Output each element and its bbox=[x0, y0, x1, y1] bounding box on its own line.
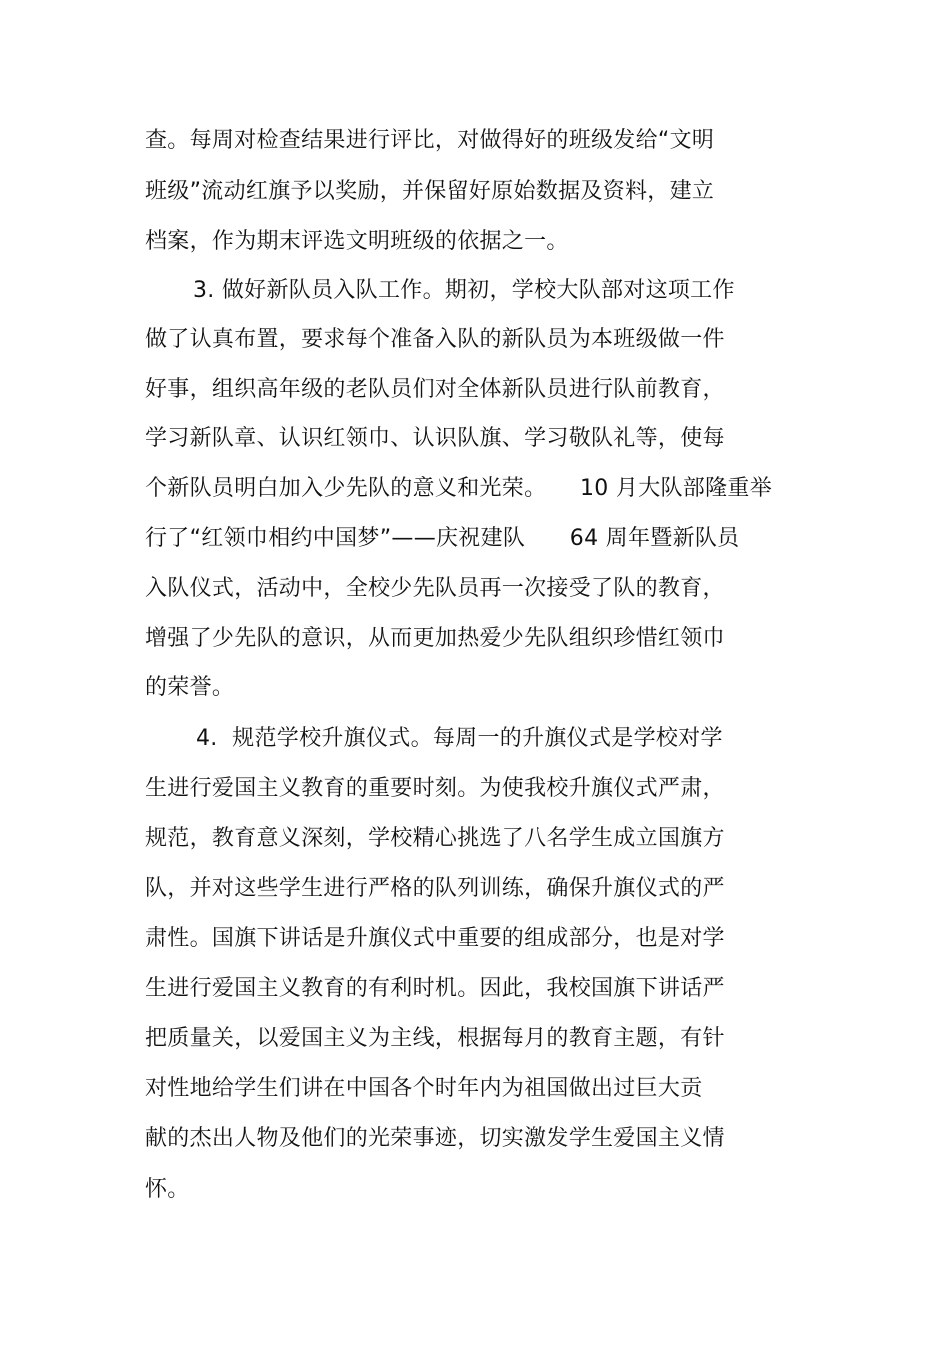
text-line: 生进行爱国主义教育的有利时机。因此，我校国旗下讲话严 bbox=[145, 976, 725, 1001]
paragraph-start-line: 3. 做好新队员入队工作。期初，学校大队部对这项工作 bbox=[193, 278, 735, 303]
text-line: 入队仪式，活动中，全校少先队员再一次接受了队的教育， bbox=[145, 576, 725, 601]
text-line: 献的杰出人物及他们的光荣事迹，切实激发学生爱国主义情 bbox=[145, 1126, 725, 1151]
paragraph-start-line: 4. 规范学校升旗仪式。每周一的升旗仪式是学校对学 bbox=[196, 726, 723, 751]
text-line: 行了“红领巾相约中国梦”——庆祝建队 64 周年暨新队员 bbox=[145, 526, 740, 551]
text-line: 增强了少先队的意识，从而更加热爱少先队组织珍惜红领巾 bbox=[145, 626, 725, 651]
text-line: 规范，教育意义深刻，学校精心挑选了八名学生成立国旗方 bbox=[145, 826, 725, 851]
text-line: 肃性。国旗下讲话是升旗仪式中重要的组成部分，也是对学 bbox=[145, 926, 725, 951]
text-line: 的荣誉。 bbox=[145, 675, 235, 700]
text-line: 做了认真布置，要求每个准备入队的新队员为本班级做一件 bbox=[145, 327, 725, 352]
text-line: 档案，作为期末评选文明班级的依据之一。 bbox=[145, 229, 569, 254]
text-line: 学习新队章、认识红领巾、认识队旗、学习敬队礼等，使每 bbox=[145, 426, 725, 451]
text-line: 对性地给学生们讲在中国各个时年内为祖国做出过巨大贡 bbox=[145, 1076, 703, 1101]
text-line: 队，并对这些学生进行严格的队列训练，确保升旗仪式的严 bbox=[145, 876, 725, 901]
text-line: 查。每周对检查结果进行评比，对做得好的班级发给“文明 bbox=[145, 128, 715, 153]
text-line: 怀。 bbox=[145, 1177, 190, 1202]
text-line: 个新队员明白加入少先队的意义和光荣。 10 月大队部隆重举 bbox=[145, 476, 772, 501]
text-line: 班级”流动红旗予以奖励，并保留好原始数据及资料，建立 bbox=[145, 179, 715, 204]
text-line: 把质量关，以爱国主义为主线，根据每月的教育主题，有针 bbox=[145, 1026, 725, 1051]
text-line: 生进行爱国主义教育的重要时刻。为使我校升旗仪式严肃， bbox=[145, 776, 725, 801]
text-line: 好事，组织高年级的老队员们对全体新队员进行队前教育， bbox=[145, 377, 725, 402]
